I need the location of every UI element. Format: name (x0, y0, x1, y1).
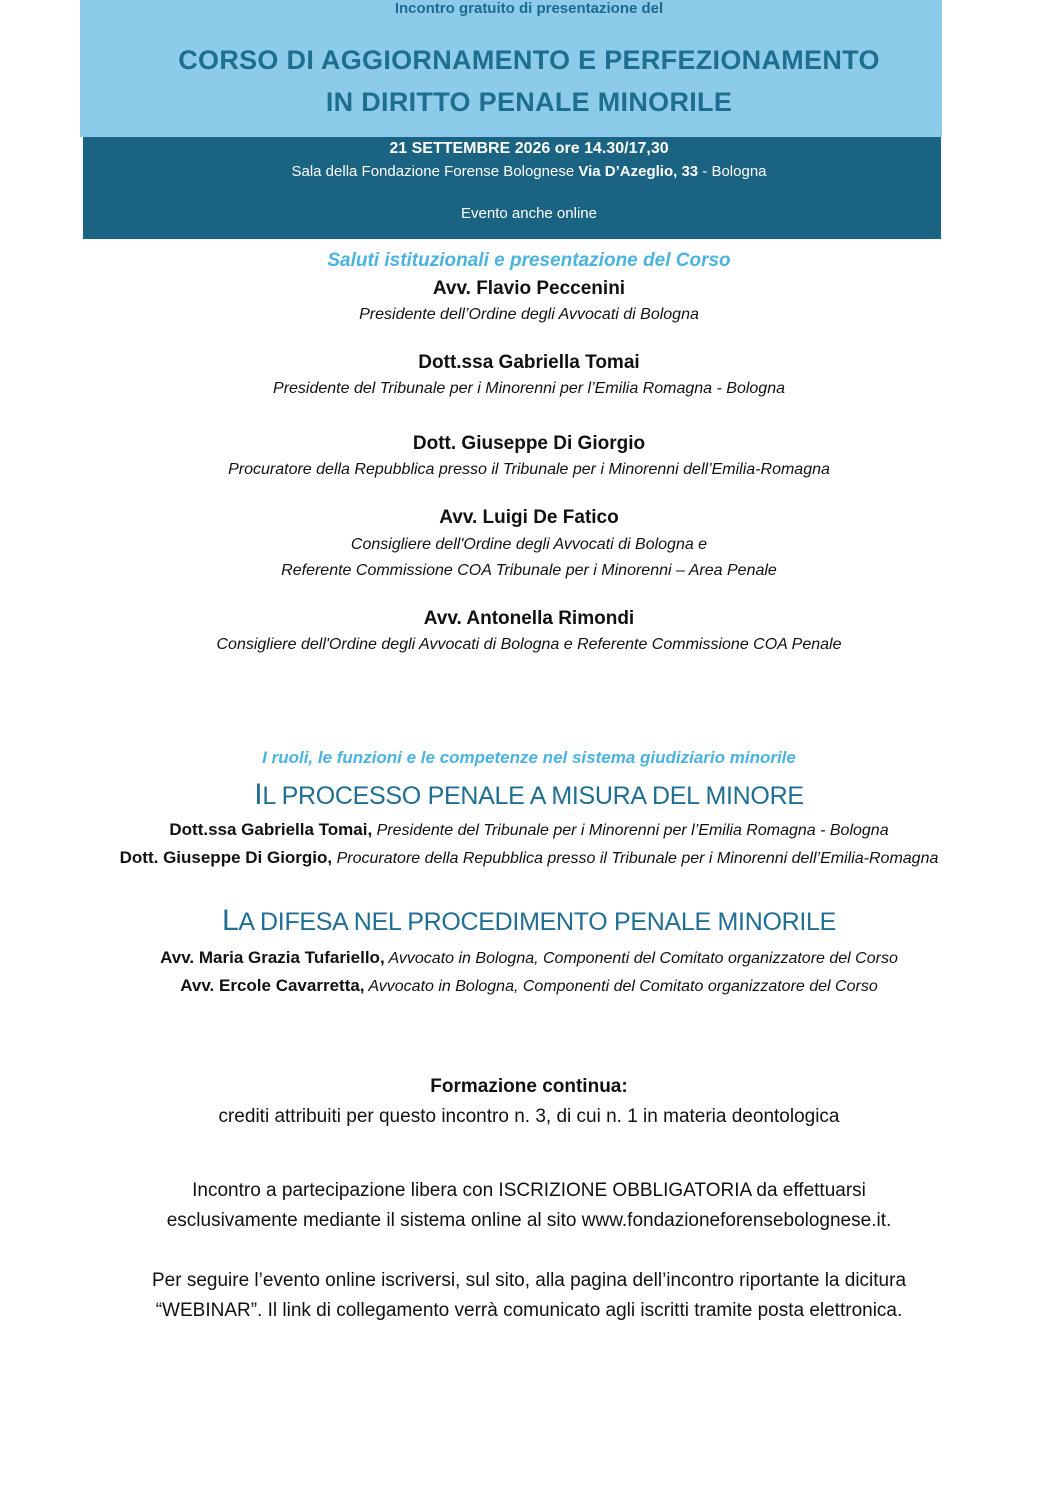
speaker-name: Avv. Flavio Peccenini (432, 278, 626, 299)
online-info-line2: “WEBINAR”. Il link di collegamento verrà comunicato agli iscritti tramite posta elettronica. (155, 1300, 903, 1321)
venue-prefix: Sala della Fondazione Forense Bolognese (291, 163, 579, 180)
training-title: Formazione continua: (430, 1076, 628, 1097)
topic2-speaker (0, 976, 1058, 996)
speaker-name: Avv. Antonella Rimondi (423, 608, 635, 629)
course-title-line1: CORSO DI AGGIORNAMENTO E PERFEZIONAMENTO (178, 45, 880, 75)
speaker-role: Procuratore della Repubblica presso il Tribunale per i Minorenni dell’Emilia-Romagna (228, 461, 830, 478)
speaker-name: Dott. Giuseppe Di Giorgio (412, 433, 646, 454)
speaker-name: Dott.ssa Gabriella Tomai (418, 352, 640, 373)
intro-text: Incontro gratuito di presentazione del (394, 0, 664, 17)
topic2-speaker-role: Avvocato in Bologna, Componenti del Comitato organizzatore del Corso (364, 978, 878, 995)
topic2-speaker-name: Avv. Maria Grazia Tufariello, (160, 948, 385, 967)
topic1-speaker (0, 848, 1058, 868)
topic1-speaker (0, 820, 1058, 840)
topic1-title (0, 778, 1058, 812)
topic2-title (0, 904, 1058, 938)
event-venue (0, 163, 1058, 180)
speaker-role: Presidente del Tribunale per i Minorenni per l’Emilia Romagna - Bologna (273, 380, 785, 397)
topic2-rest: A DIFESA NEL PROCEDIMENTO PENALE MINORILE (238, 908, 836, 936)
program-subtitle: I ruoli, le funzioni e le competenze nel sistema giudiziario minorile (262, 748, 796, 767)
topic1-initial: I (254, 778, 263, 811)
topic2-speaker-role: Avvocato in Bologna, Componenti del Comitato organizzatore del Corso (384, 950, 898, 967)
topic2-speaker-name: Avv. Ercole Cavarretta, (180, 976, 365, 995)
greetings-heading: Saluti istituzionali e presentazione del Corso (327, 250, 731, 271)
topic1-speaker-name: Dott.ssa Gabriella Tomai, (169, 820, 373, 839)
registration-line1: Incontro a partecipazione libera con ISCRIZIONE OBBLIGATORIA da effettuarsi (192, 1180, 866, 1201)
venue-address: Via D’Azeglio, 33 (578, 163, 699, 180)
venue-city: - Bologna (698, 163, 767, 180)
topic1-rest: L PROCESSO PENALE A MISURA DEL MINORE (262, 782, 804, 810)
speaker-role: Consigliere dell'Ordine degli Avvocati di Bologna e (350, 536, 708, 553)
event-date: 21 SETTEMBRE 2026 ore 14.30/17,30 (389, 140, 669, 157)
topic2-speaker (0, 948, 1058, 968)
speaker-role-secondary: Referente Commissione COA Tribunale per i Minorenni – Area Penale (281, 562, 777, 579)
topic1-speaker-name: Dott. Giuseppe Di Giorgio, (119, 848, 333, 867)
speaker-name: Avv. Luigi De Fatico (439, 507, 619, 528)
course-title-line2: IN DIRITTO PENALE MINORILE (325, 87, 733, 117)
online-note: Evento anche online (461, 205, 597, 222)
topic1-speaker-role: Procuratore della Repubblica presso il Tribunale per i Minorenni dell’Emilia-Romagna (332, 850, 939, 867)
topic2-initial: L (222, 904, 239, 937)
speaker-role: Presidente dell’Ordine degli Avvocati di Bologna (359, 306, 699, 323)
topic1-speaker-role: Presidente del Tribunale per i Minorenni per l’Emilia Romagna - Bologna (372, 822, 889, 839)
training-text: crediti attribuiti per questo incontro n. 3, di cui n. 1 in materia deontologica (218, 1106, 840, 1127)
speaker-role: Consigliere dell'Ordine degli Avvocati di Bologna e Referente Commissione COA Penale (216, 636, 842, 653)
registration-line2: esclusivamente mediante il sistema online al sito www.fondazioneforensebolognese.it. (166, 1210, 892, 1231)
online-info-line1: Per seguire l’evento online iscriversi, sul sito, alla pagina dell’incontro riportante la dicitura (151, 1270, 907, 1291)
